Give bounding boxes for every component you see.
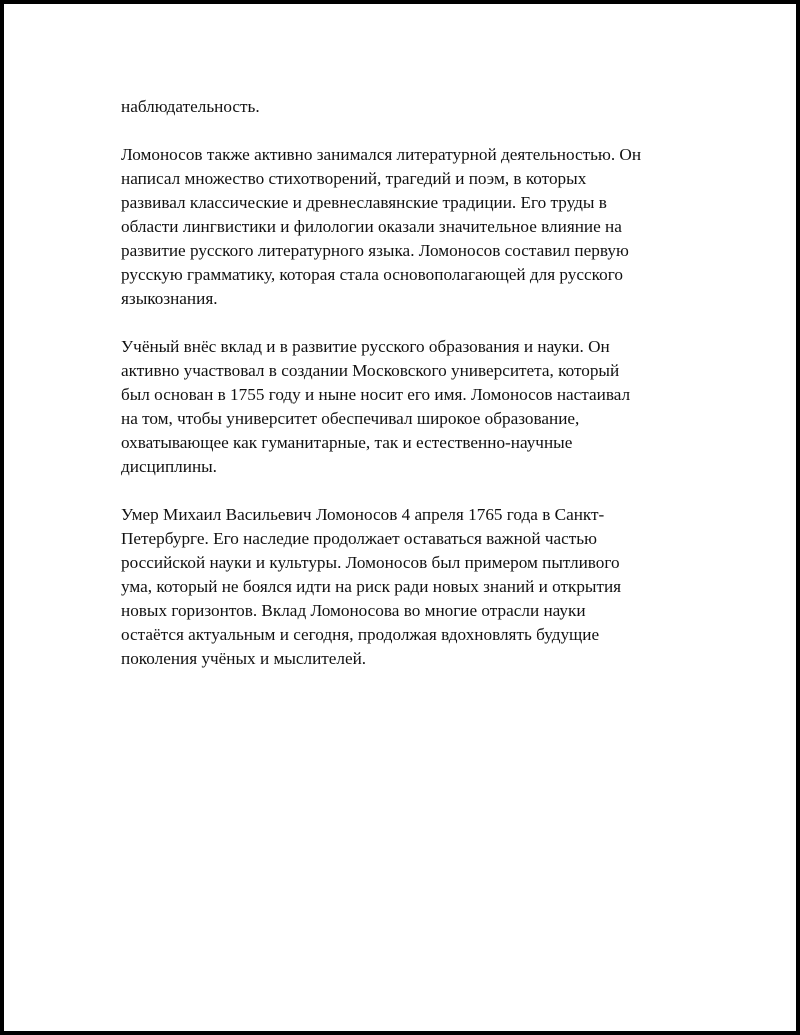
document-body (121, 95, 681, 695)
text-line: Ломоносов также активно занимался литературной деятельностью. Он (121, 145, 642, 164)
text-line: Учёный внёс вклад и в развитие русского образования и науки. Он (121, 337, 610, 356)
text-line: наблюдательность. (121, 97, 260, 116)
text-line: языкознания. (121, 289, 218, 308)
text-line: активно участвовал в создании Московского университета, который (121, 361, 620, 380)
text-line: остаётся актуальным и сегодня, продолжая вдохновлять будущие (121, 625, 600, 644)
text-line: написал множество стихотворений, трагедий и поэм, в которых (121, 169, 587, 188)
paragraph-3 (121, 335, 681, 479)
text-line: охватывающее как гуманитарные, так и естественно-научные (121, 433, 573, 452)
text-line: на том, чтобы университет обеспечивал широкое образование, (121, 409, 580, 428)
text-line: русскую грамматику, которая стала основополагающей для русского (121, 265, 623, 284)
text-line: Петербурге. Его наследие продолжает оставаться важной частью (121, 529, 597, 548)
text-line: поколения учёных и мыслителей. (121, 649, 367, 668)
text-line: развитие русского литературного языка. Ломоносов составил первую (121, 241, 629, 260)
paragraph-4 (121, 503, 681, 671)
text-line: Умер Михаил Васильевич Ломоносов 4 апреля 1765 года в Санкт- (121, 505, 605, 524)
text-line: российской науки и культуры. Ломоносов был примером пытливого (121, 553, 620, 572)
paragraph-1 (121, 95, 681, 119)
text-line: развивал классические и древнеславянские традиции. Его труды в (121, 193, 607, 212)
text-line: новых горизонтов. Вклад Ломоносова во многие отрасли науки (121, 601, 586, 620)
text-line: дисциплины. (121, 457, 217, 476)
text-line: области лингвистики и филологии оказали значительное влияние на (121, 217, 622, 236)
paragraph-2 (121, 143, 681, 311)
text-line: ума, который не боялся идти на риск ради новых знаний и открытия (121, 577, 622, 596)
text-line: был основан в 1755 году и ныне носит его имя. Ломоносов настаивал (121, 385, 631, 404)
